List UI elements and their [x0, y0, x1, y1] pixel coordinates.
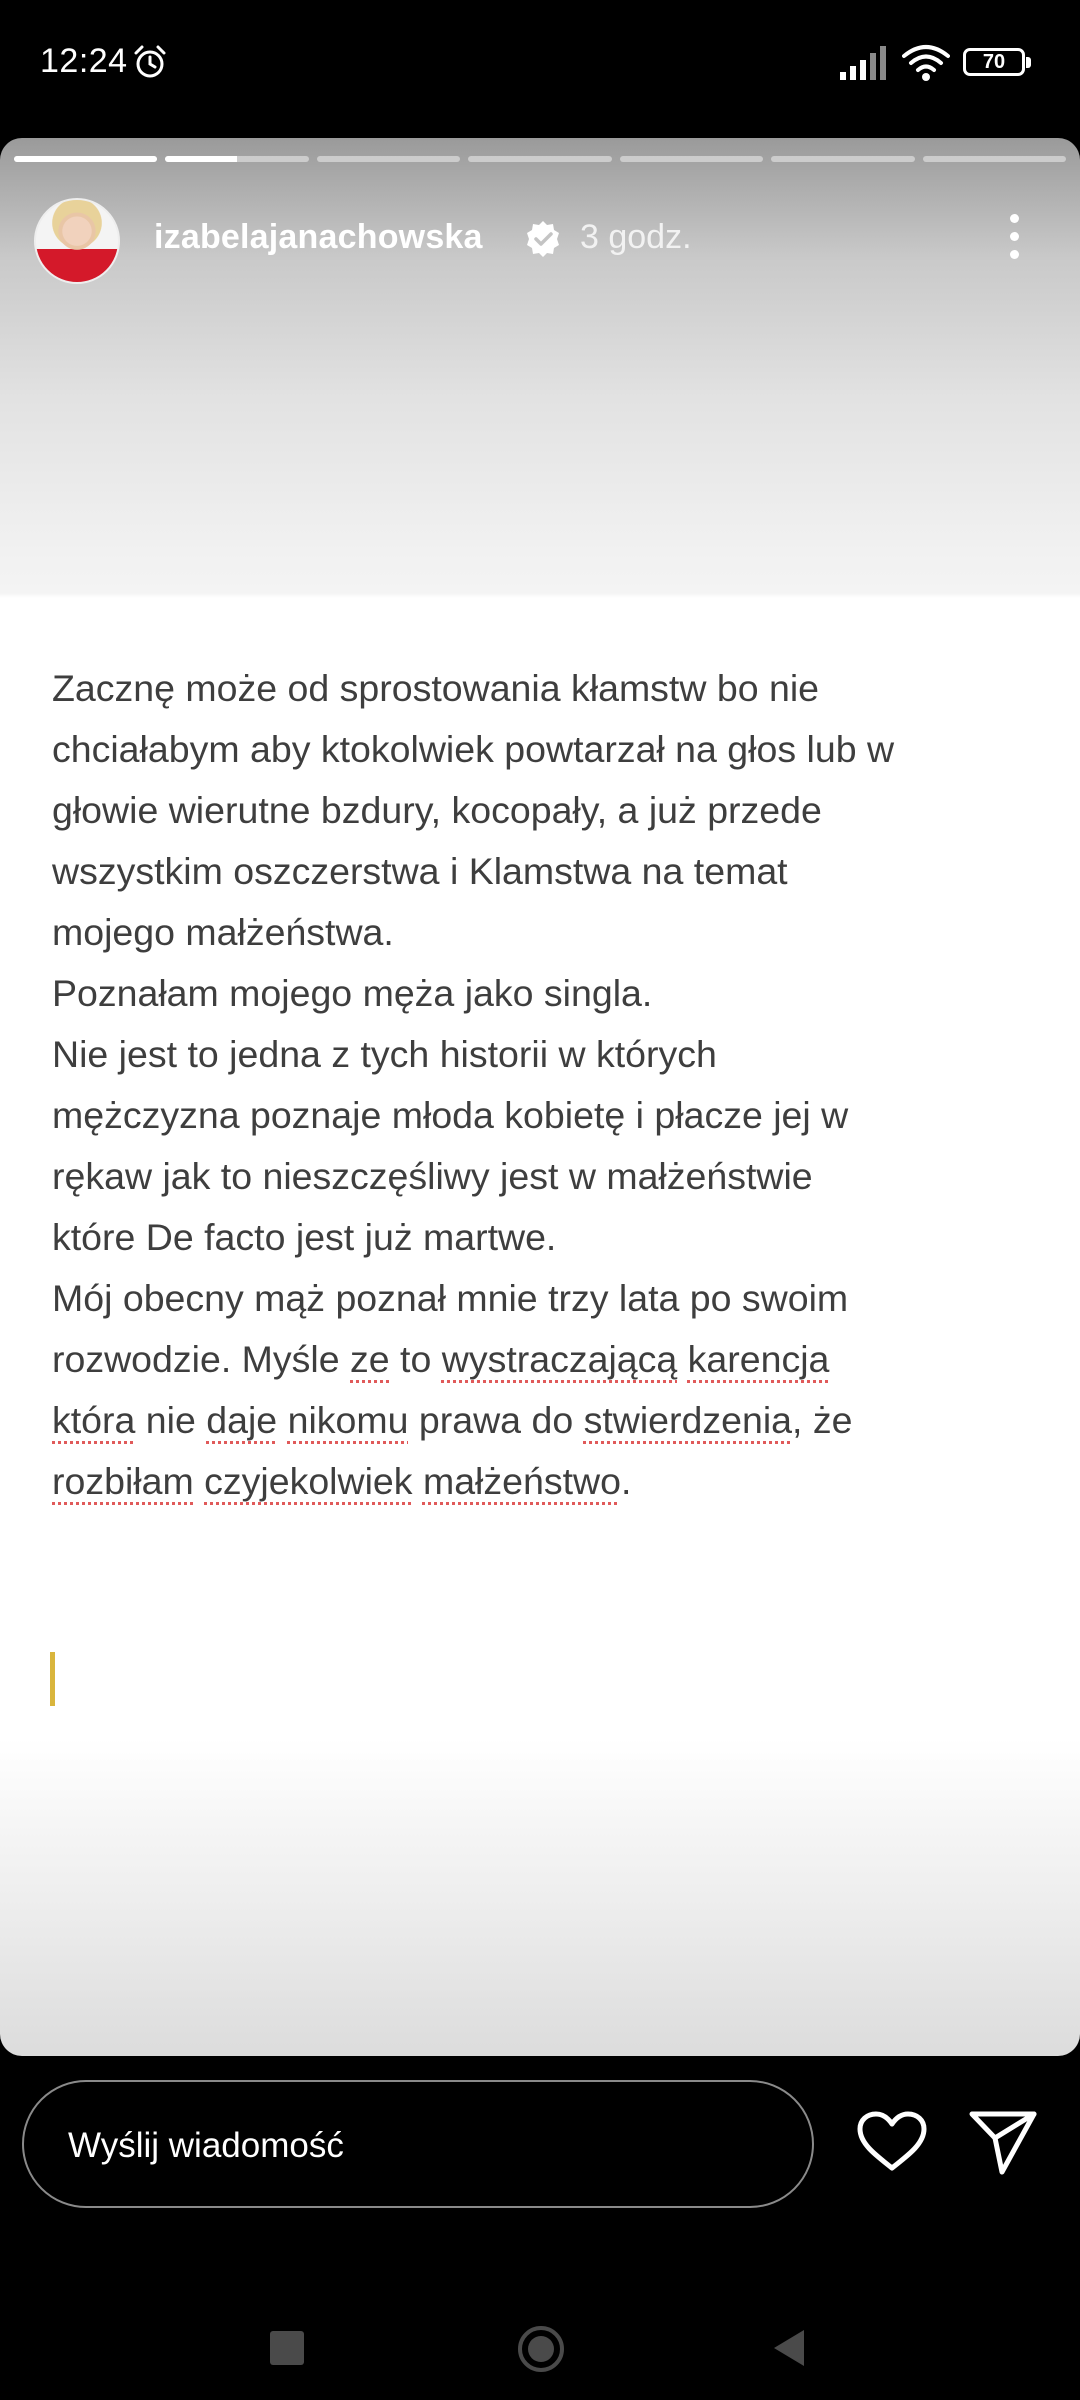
- story-text-line: Poznałam mojego męża jako singla.: [52, 972, 653, 1014]
- avatar[interactable]: [34, 198, 120, 284]
- status-bar: [0, 0, 1080, 130]
- story-text-line: [52, 1451, 1052, 1512]
- story-text: [52, 658, 1052, 1512]
- text-span: .: [620, 1460, 632, 1502]
- story-card[interactable]: [0, 138, 1080, 2056]
- story-text-line: Nie jest to jedna z tych historii w których: [52, 1033, 717, 1075]
- story-progress-segment: [14, 156, 157, 162]
- home-icon[interactable]: [516, 2324, 566, 2374]
- more-options-icon[interactable]: [1000, 206, 1030, 266]
- story-username[interactable]: izabelajanachowska: [154, 218, 483, 256]
- story-text-line: mężczyzna poznaje młoda kobietę i płacze jej w: [52, 1094, 849, 1136]
- story-progress-segment: [468, 156, 611, 162]
- story-text-line: Zacznę może od sprostowania kłamstw bo nie: [52, 667, 820, 709]
- story-progress-segment: [317, 156, 460, 162]
- recents-icon[interactable]: [270, 2331, 304, 2365]
- story-progress-fill: [14, 156, 157, 162]
- more-dot: [1010, 214, 1019, 223]
- text-span: [277, 1399, 287, 1441]
- heart-icon[interactable]: [856, 2110, 928, 2174]
- story-text-line: mojego małżeństwa.: [52, 911, 394, 953]
- story-text-line: rękaw jak to nieszczęśliwy jest w małżeństwie: [52, 1155, 813, 1197]
- text-span: to: [389, 1338, 442, 1380]
- story-progress-bar: [14, 156, 1066, 162]
- more-dot: [1010, 250, 1019, 259]
- verified-badge-icon: [524, 220, 562, 258]
- wifi-icon: [902, 44, 950, 82]
- alarm-icon: [132, 44, 168, 80]
- story-text-line: chciałabym aby ktokolwiek powtarzał na głos lub w: [52, 728, 895, 770]
- story-header: [0, 188, 1080, 288]
- misspelled-word: małżeństwo: [422, 1460, 621, 1502]
- send-message-placeholder: Wyślij wiadomość: [68, 2126, 344, 2165]
- text-cursor: [50, 1652, 55, 1706]
- text-span: [677, 1338, 687, 1380]
- text-span: , że: [792, 1399, 853, 1441]
- misspelled-word: ze: [350, 1338, 390, 1380]
- signal-icon: [840, 46, 890, 80]
- battery-level: 70: [982, 51, 1006, 73]
- story-progress-segment: [923, 156, 1066, 162]
- text-span: prawa do: [408, 1399, 584, 1441]
- story-text-line: Mój obecny mąż poznał mnie trzy lata po swoim: [52, 1277, 849, 1319]
- status-time: 12:24: [40, 42, 128, 80]
- story-text-line: [52, 1329, 1052, 1390]
- story-progress-fill: [165, 156, 237, 162]
- story-text-line: [52, 1390, 1052, 1451]
- story-progress-segment: [771, 156, 914, 162]
- send-message-input[interactable]: [22, 2080, 814, 2208]
- misspelled-word: nikomu: [287, 1399, 409, 1441]
- misspelled-word: która: [52, 1399, 136, 1441]
- story-text-line: które De facto jest już martwe.: [52, 1216, 557, 1258]
- story-text-line: wszystkim oszczerstwa i Klamstwa na temat: [52, 850, 788, 892]
- misspelled-word: wystraczającą: [441, 1338, 678, 1380]
- send-icon[interactable]: [968, 2108, 1038, 2176]
- story-progress-segment: [165, 156, 308, 162]
- system-nav-bar: [0, 2270, 1080, 2400]
- story-text-line: głowie wierutne bzdury, kocopały, a już przede: [52, 789, 822, 831]
- misspelled-word: czyjekolwiek: [204, 1460, 413, 1502]
- text-span: nie: [135, 1399, 207, 1441]
- text-span: rozwodzie. Myśle: [52, 1338, 351, 1380]
- text-span: [413, 1460, 423, 1502]
- more-dot: [1010, 232, 1019, 241]
- misspelled-word: daje: [206, 1399, 278, 1441]
- misspelled-word: karencja: [687, 1338, 830, 1380]
- back-icon[interactable]: [768, 2326, 808, 2370]
- battery-tip: [1026, 57, 1031, 68]
- story-progress-segment: [620, 156, 763, 162]
- misspelled-word: stwierdzenia: [583, 1399, 793, 1441]
- story-time-ago: 3 godz.: [580, 218, 692, 256]
- misspelled-word: rozbiłam: [52, 1460, 194, 1502]
- text-span: [194, 1460, 204, 1502]
- battery-icon: [963, 48, 1033, 80]
